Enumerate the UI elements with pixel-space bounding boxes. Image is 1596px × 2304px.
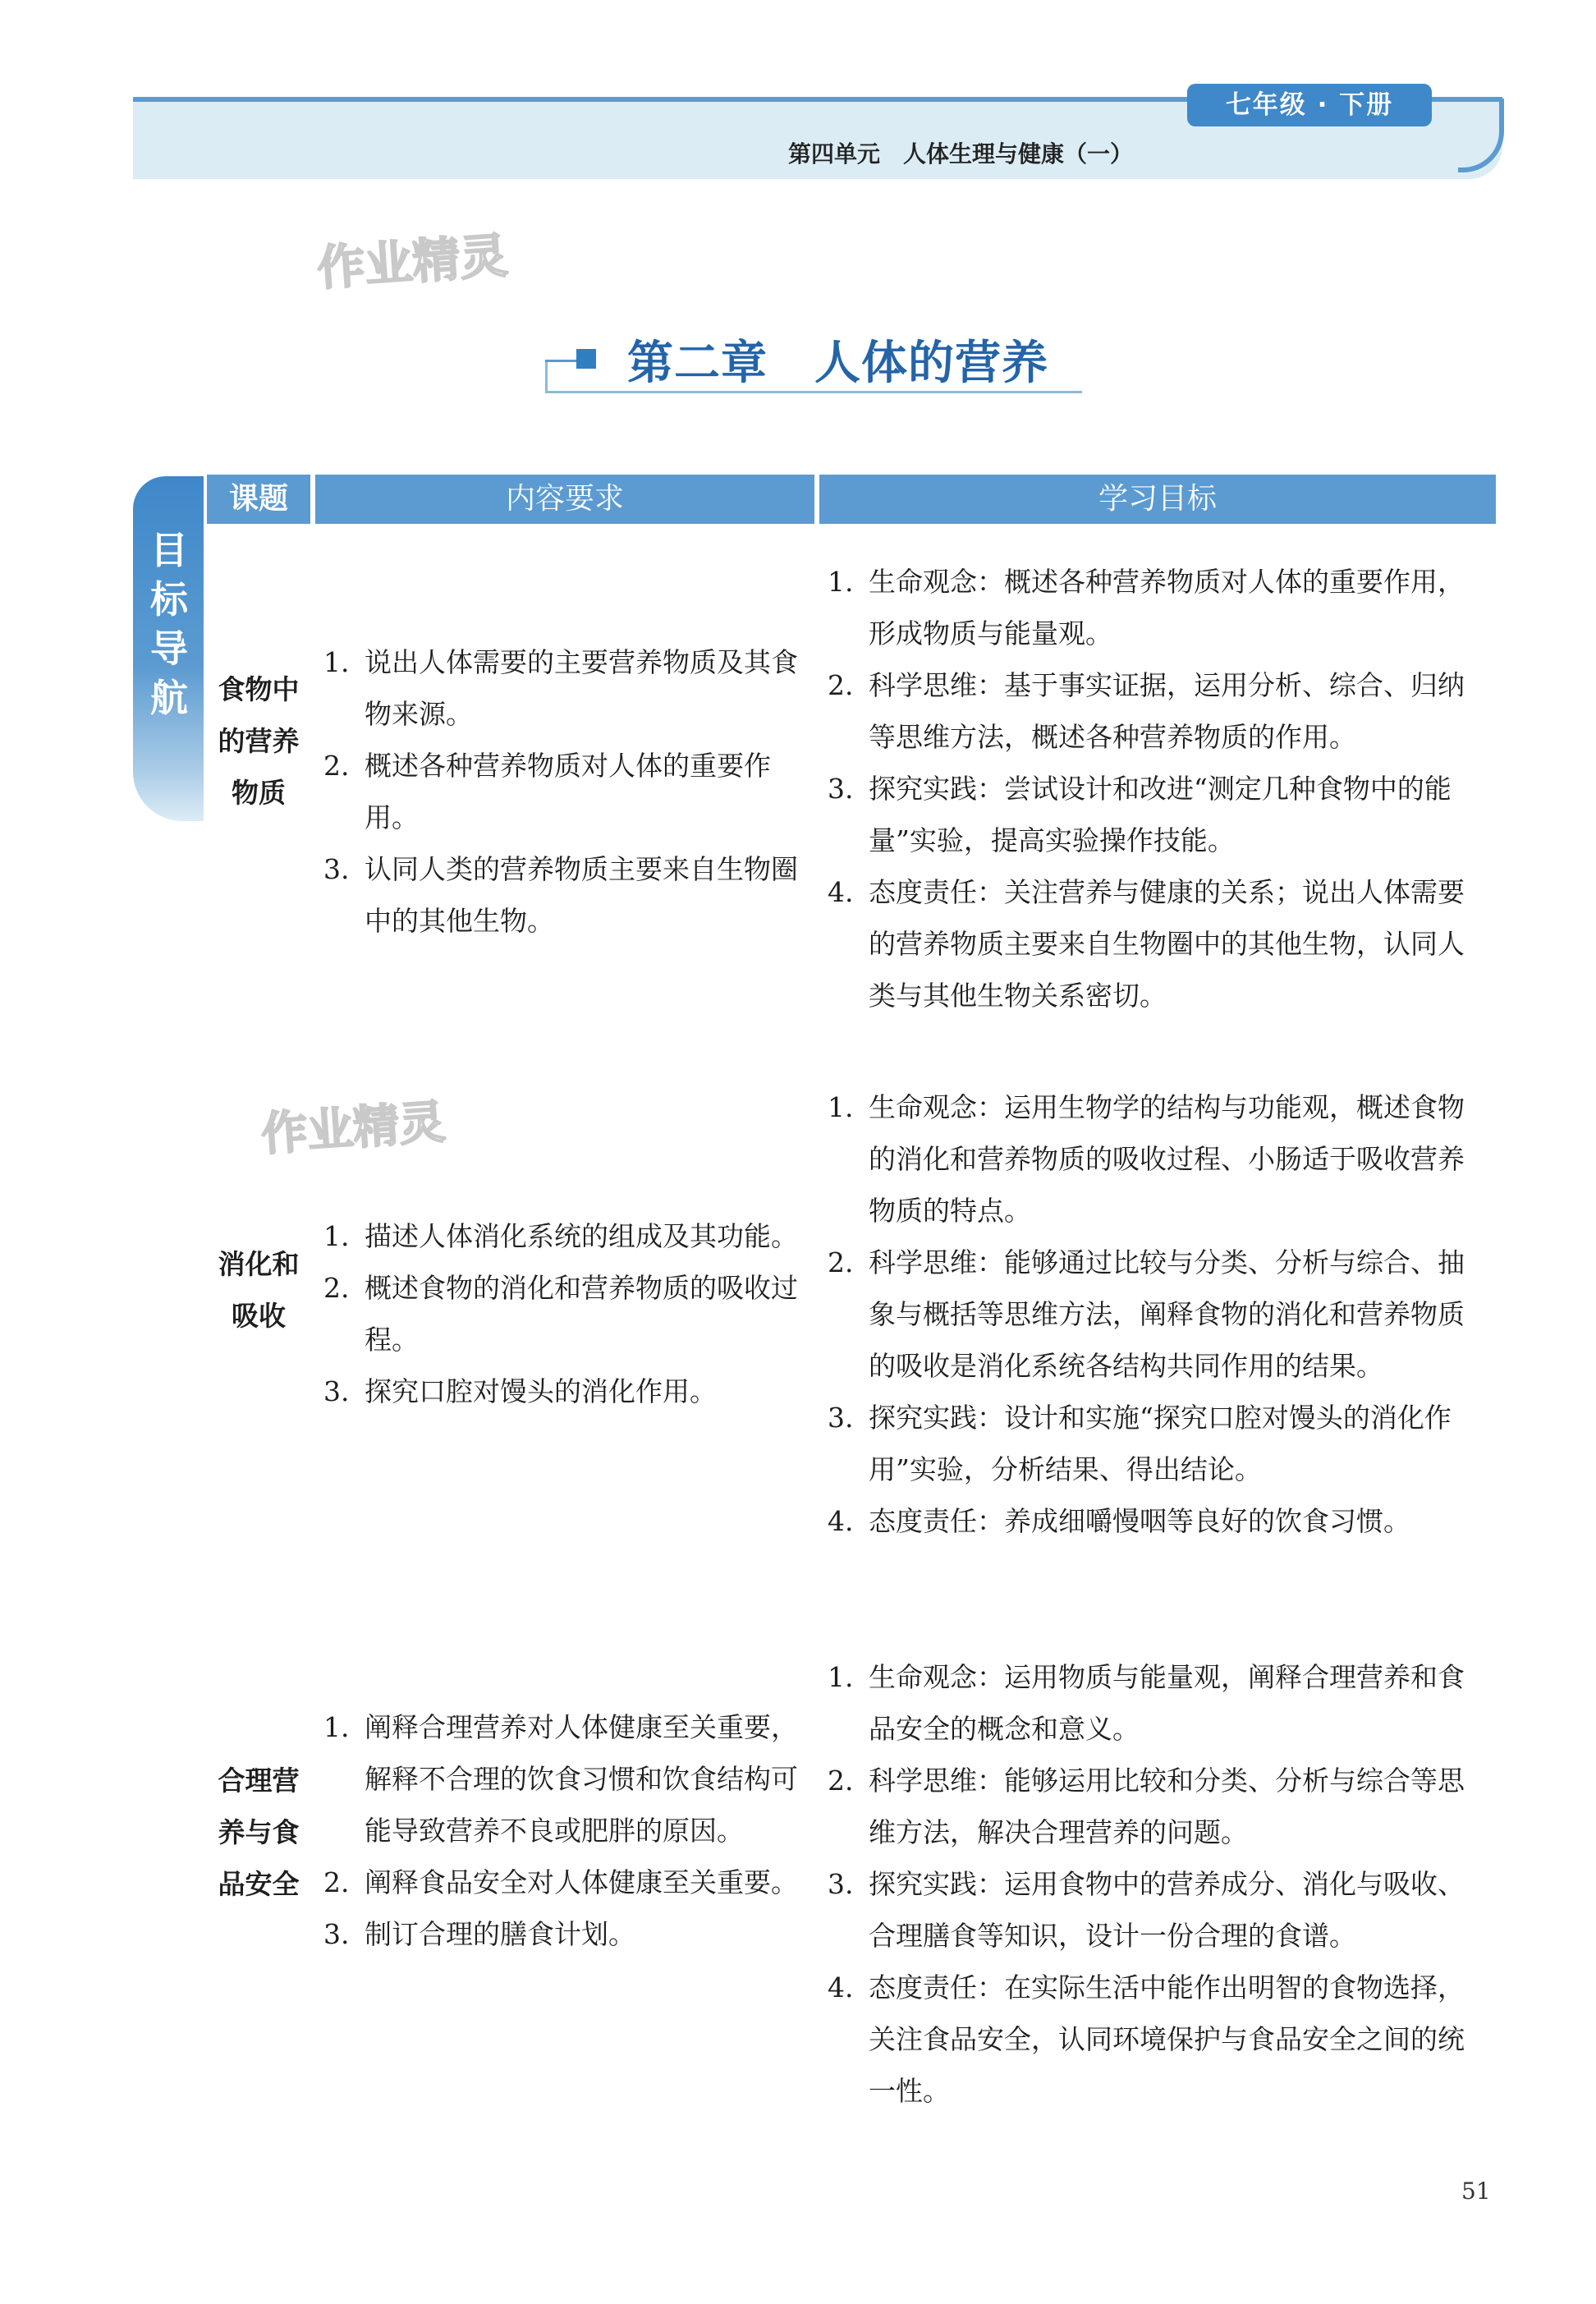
content-list: [323, 636, 811, 947]
item-number: 2.: [828, 1246, 854, 1278]
list-item: [323, 1365, 811, 1417]
watermark: 作业精灵: [315, 227, 510, 296]
item-number: 3.: [828, 1402, 854, 1434]
list-item: [828, 1755, 1491, 1858]
topic-cell: 食物中的营养物质: [218, 673, 300, 809]
item-number: 2.: [323, 750, 350, 782]
page-number: 51: [1461, 2178, 1491, 2205]
list-item: [828, 763, 1491, 866]
item-text: 科学思维：基于事实证据，运用分析、综合、归纳等思维方法，概述各种营养物质的作用。: [869, 669, 1465, 753]
watermark: 作业精灵: [259, 1095, 447, 1162]
item-number: 1.: [323, 1220, 350, 1252]
item-text: 态度责任：在实际生活中能作出明智的食物选择，关注食品安全，认同环境保护与食品安全之间的统一性。: [869, 1971, 1465, 2107]
item-text: 概述各种营养物质对人体的重要作用。: [365, 750, 771, 833]
item-text: 生命观念：概述各种营养物质对人体的重要作用，形成物质与能量观。: [869, 566, 1465, 649]
goals-list: [828, 1651, 1491, 2117]
square-bullet-icon: [576, 349, 596, 369]
list-item: [828, 866, 1491, 1021]
item-number: 1.: [828, 1661, 854, 1693]
item-text: 概述食物的消化和营养物质的吸收过程。: [365, 1272, 798, 1356]
unit-title: 第四单元 人体生理与健康（一）: [788, 140, 1134, 168]
item-number: 1.: [828, 566, 854, 598]
list-item: [323, 1262, 811, 1365]
header-topic: 课题: [207, 475, 310, 524]
item-number: 2.: [323, 1272, 350, 1304]
list-item: [323, 1857, 811, 1908]
item-number: 1.: [828, 1091, 854, 1123]
item-number: 2.: [828, 1765, 854, 1797]
list-item: [828, 1237, 1491, 1392]
list-item: [828, 1495, 1491, 1547]
item-text: 认同人类的营养物质主要来自生物圈中的其他生物。: [365, 853, 798, 937]
item-text: 态度责任：关注营养与健康的关系；说出人体需要的营养物质主要来自生物圈中的其他生物，认同人类与其他生物关系密切。: [869, 876, 1465, 1012]
list-item: [323, 740, 811, 843]
item-text: 态度责任：养成细嚼慢咽等良好的饮食习惯。: [869, 1505, 1410, 1537]
goals-list: [828, 556, 1491, 1021]
header-content-requirements: 内容要求: [315, 475, 814, 524]
item-text: 探究实践：尝试设计和改进“测定几种食物中的能量”实验，提高实验操作技能。: [869, 773, 1452, 856]
content-list: [323, 1701, 811, 1960]
item-text: 阐释食品安全对人体健康至关重要。: [365, 1866, 798, 1898]
item-text: 制订合理的膳食计划。: [365, 1918, 635, 1950]
list-item: [323, 636, 811, 740]
item-text: 生命观念：运用生物学的结构与功能观，概述食物的消化和营养物质的吸收过程、小肠适于吸收营养物质的特点。: [869, 1091, 1465, 1227]
header-learning-goals: 学习目标: [819, 475, 1496, 524]
list-item: [323, 843, 811, 947]
list-item: [323, 1701, 811, 1857]
goals-list: [828, 1081, 1491, 1547]
item-number: 1.: [323, 646, 350, 678]
item-number: 4.: [828, 1505, 854, 1537]
chapter-title: 第二章 人体的营养: [627, 336, 1048, 390]
item-text: 科学思维：能够运用比较和分类、分析与综合等思维方法，解决合理营养的问题。: [869, 1765, 1465, 1848]
list-item: [828, 1392, 1491, 1495]
item-number: 3.: [828, 773, 854, 805]
topic-cell: 合理营养与食品安全: [218, 1765, 300, 1900]
list-item: [828, 659, 1491, 763]
item-number: 1.: [323, 1711, 350, 1743]
chapter-heading: [545, 327, 1082, 397]
item-text: 科学思维：能够通过比较与分类、分析与综合、抽象与概括等思维方法，阐释食物的消化和营养物质的吸收是消化系统各结构共同作用的结果。: [869, 1246, 1465, 1382]
chapter-bracket: [545, 360, 548, 392]
list-item: [828, 1858, 1491, 1962]
side-tab-label: 目标导航: [150, 528, 188, 720]
item-number: 3.: [323, 1918, 350, 1950]
item-number: 2.: [323, 1866, 350, 1898]
item-text: 描述人体消化系统的组成及其功能。: [365, 1220, 798, 1252]
list-item: [828, 1081, 1491, 1237]
content-list: [323, 1210, 811, 1417]
item-number: 2.: [828, 669, 854, 701]
list-item: [828, 1651, 1491, 1755]
item-number: 3.: [828, 1868, 854, 1900]
item-text: 探究实践：设计和实施“探究口腔对馒头的消化作用”实验，分析结果、得出结论。: [869, 1402, 1452, 1485]
list-item: [323, 1908, 811, 1960]
list-item: [828, 1962, 1491, 2117]
list-item: [323, 1210, 811, 1262]
item-number: 4.: [828, 1971, 854, 2003]
item-number: 3.: [323, 1375, 350, 1407]
topic-cell: 消化和吸收: [218, 1248, 300, 1332]
list-item: [828, 556, 1491, 659]
item-text: 探究实践：运用食物中的营养成分、消化与吸收、合理膳食等知识，设计一份合理的食谱。: [869, 1868, 1465, 1952]
item-text: 探究口腔对馒头的消化作用。: [365, 1375, 717, 1407]
item-number: 3.: [323, 853, 350, 885]
item-text: 阐释合理营养对人体健康至关重要，解释不合理的饮食习惯和饮食结构可能导致营养不良或肥胖的原因。: [365, 1711, 798, 1847]
grade-tag: 七年级 · 下册: [1187, 84, 1432, 126]
item-text: 说出人体需要的主要营养物质及其食物来源。: [365, 646, 798, 730]
item-number: 4.: [828, 876, 854, 908]
item-text: 生命观念：运用物质与能量观，阐释合理营养和食品安全的概念和意义。: [869, 1661, 1465, 1745]
